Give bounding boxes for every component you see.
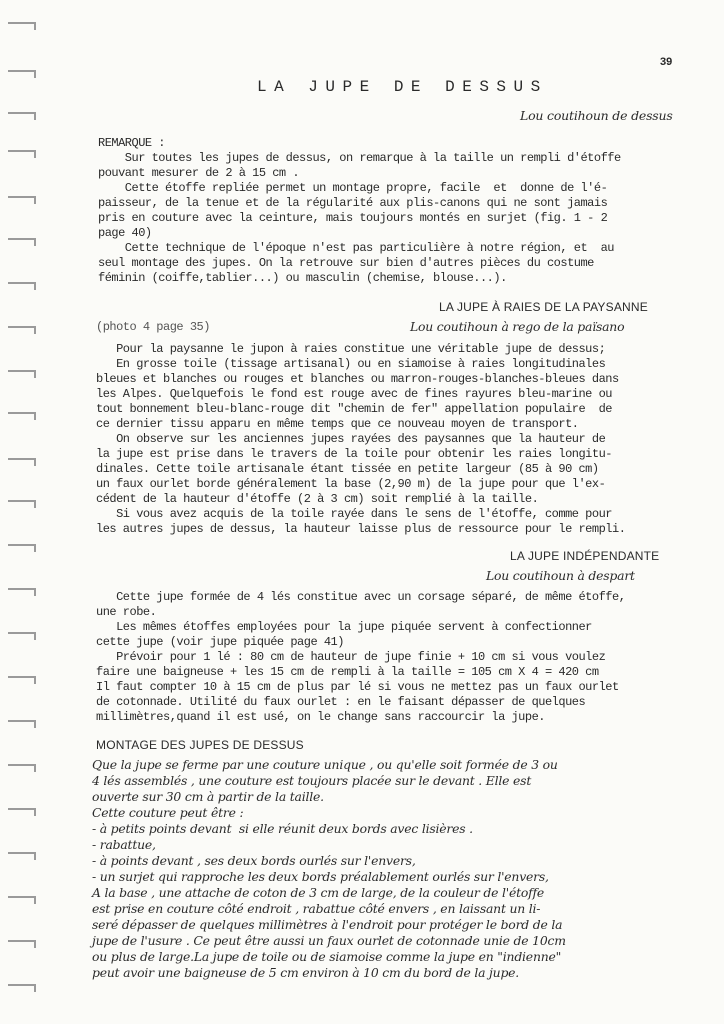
- text-line: Prévoir pour 1 lé : 80 cm de hauteur de jupe finie + 10 cm si vous voulez: [96, 650, 606, 664]
- binder-mark: [8, 412, 36, 420]
- text-line: de cotonnade. Utilité du faux ourlet : en le faisant dépasser de quelques: [96, 695, 586, 709]
- handwritten-line: - à points devant , ses deux bords ourlés sur l'envers,: [92, 853, 416, 868]
- binder-mark: [8, 70, 36, 78]
- handwritten-line: jupe de l'usure . Ce peut être aussi un faux ourlet de cotonnade unie de 10cm: [92, 933, 566, 948]
- text-line: les autres jupes de dessus, la hauteur laisse plus de ressource pour le rempli.: [96, 522, 626, 536]
- binder-mark: [8, 238, 36, 246]
- text-line: tout bonnement bleu-blanc-rouge dit "chemin de fer" appellation populaire de: [96, 402, 612, 416]
- text-line: cédent de la hauteur d'étoffe (2 à 3 cm) soit remplié à la taille.: [96, 492, 539, 506]
- handwritten-line: seré dépasser de quelques millimètres à l'endroit pour protéger le bord de la: [92, 917, 563, 932]
- photo-reference: (photo 4 page 35): [96, 320, 210, 334]
- section-title-raies: LA JUPE À RAIES DE LA PAYSANNE: [439, 300, 648, 314]
- text-line: faire une baigneuse + les 15 cm de rempli à la taille = 105 cm X 4 = 420 cm: [96, 665, 599, 679]
- handwritten-line: 4 lés assemblés , une couture est toujours placée sur le devant . Elle est: [92, 773, 532, 788]
- text-line: pouvant mesurer de 2 à 15 cm .: [98, 166, 300, 180]
- page-subtitle: Lou coutihoun de dessus: [520, 108, 673, 123]
- text-line: Les mêmes étoffes employées pour la jupe piquée servent à confectionner: [96, 620, 592, 634]
- text-line: la jupe est prise dans le travers de la toile pour obtenir les raies longitu-: [96, 447, 612, 461]
- binder-mark: [8, 720, 36, 728]
- binder-hole-marks: [0, 0, 40, 1024]
- remarque-body: [98, 151, 621, 286]
- handwritten-line: ou plus de large.La jupe de toile ou de siamoise comme la jupe en "indienne": [92, 949, 562, 964]
- raies-body: [96, 342, 625, 537]
- handwritten-line: - un surjet qui rapproche les deux bords préalablement ourlés sur l'envers,: [92, 869, 549, 884]
- handwritten-line: Que la jupe se ferme par une couture unique , ou qu'elle soit formée de 3 ou: [92, 757, 558, 772]
- binder-mark: [8, 940, 36, 948]
- handwritten-line: - rabattue,: [92, 837, 156, 852]
- independante-body: [96, 590, 625, 725]
- binder-mark: [8, 458, 36, 466]
- binder-mark: [8, 676, 36, 684]
- section-subtitle-raies: Lou coutihoun à rego de la païsano: [410, 319, 625, 334]
- section-subtitle-independante: Lou coutihoun à despart: [486, 568, 635, 583]
- binder-mark: [8, 632, 36, 640]
- remarque-heading: REMARQUE :: [98, 136, 166, 150]
- binder-mark: [8, 764, 36, 772]
- handwritten-line: Cette couture peut être :: [92, 805, 244, 820]
- binder-mark: [8, 370, 36, 378]
- binder-mark: [8, 22, 36, 30]
- text-line: paisseur, de la tenue et de la régularité aux plis-canons qui ne sont jamais: [98, 196, 608, 210]
- text-line: bleues et blanches ou rouges et blanches ou marron-rouges-blanches-bleues dans: [96, 372, 619, 386]
- binder-mark: [8, 112, 36, 120]
- binder-mark: [8, 500, 36, 508]
- binder-mark: [8, 282, 36, 290]
- text-line: seul montage des jupes. On la retrouve sur bien d'autres pièces du costume: [98, 256, 594, 270]
- text-line: Sur toutes les jupes de dessus, on remarque à la taille un rempli d'étoffe: [98, 151, 621, 165]
- handwritten-line: peut avoir une baigneuse de 5 cm environ à 10 cm du bord de la jupe.: [92, 965, 520, 980]
- text-line: les Alpes. Quelquefois le fond est rouge avec de fines rayures bleu-marine ou: [96, 387, 612, 401]
- text-line: page 40): [98, 226, 152, 240]
- text-line: Cette technique de l'époque n'est pas particulière à notre région, et au: [98, 241, 614, 255]
- montage-body: [92, 757, 566, 981]
- handwritten-line: ouverte sur 30 cm à partir de la taille.: [92, 789, 324, 804]
- handwritten-line: A la base , une attache de coton de 3 cm de large, de la couleur de l'étoffe: [92, 885, 545, 900]
- binder-mark: [8, 196, 36, 204]
- text-line: féminin (coiffe,tablier...) ou masculin (chemise, blouse...).: [98, 271, 507, 285]
- binder-mark: [8, 896, 36, 904]
- text-line: Pour la paysanne le jupon à raies constitue une véritable jupe de dessus;: [96, 342, 606, 356]
- handwritten-line: - à petits points devant si elle réunit deux bords avec lisières .: [92, 821, 473, 836]
- binder-mark: [8, 326, 36, 334]
- text-line: On observe sur les anciennes jupes rayées des paysannes que la hauteur de: [96, 432, 606, 446]
- text-line: une robe.: [96, 605, 157, 619]
- text-line: Cette étoffe repliée permet un montage propre, facile et donne de l'é-: [98, 181, 608, 195]
- binder-mark: [8, 808, 36, 816]
- text-line: millimètres,quand il est usé, on le change sans raccourcir la jupe.: [96, 710, 545, 724]
- text-line: cette jupe (voir jupe piquée page 41): [96, 635, 344, 649]
- text-line: pris en couture avec la ceinture, mais toujours montés en surjet (fig. 1 - 2: [98, 211, 608, 225]
- page-title: LA JUPE DE DESSUS: [257, 78, 548, 96]
- binder-mark: [8, 544, 36, 552]
- binder-mark: [8, 150, 36, 158]
- page-number: 39: [659, 57, 672, 69]
- handwritten-line: est prise en couture côté endroit , rabattue côté envers , en laissant un li-: [92, 901, 541, 916]
- section-title-independante: LA JUPE INDÉPENDANTE: [510, 549, 660, 563]
- section-title-montage: MONTAGE DES JUPES DE DESSUS: [96, 738, 304, 752]
- text-line: Cette jupe formée de 4 lés constitue avec un corsage séparé, de même étoffe,: [96, 590, 626, 604]
- text-line: Si vous avez acquis de la toile rayée dans le sens de l'étoffe, comme pour: [96, 507, 612, 521]
- binder-mark: [8, 984, 36, 992]
- text-line: ce dernier tissu apparu en même temps que ce nouveau moyen de transport.: [96, 417, 579, 431]
- text-line: un faux ourlet borde généralement la base (2,90 m) de la jupe pour que l'ex-: [96, 477, 606, 491]
- binder-mark: [8, 852, 36, 860]
- text-line: dinales. Cette toile artisanale étant tissée en petite largeur (85 à 90 cm): [96, 462, 599, 476]
- binder-mark: [8, 588, 36, 596]
- text-line: En grosse toile (tissage artisanal) ou en siamoise à raies longitudinales: [96, 357, 606, 371]
- text-line: Il faut compter 10 à 15 cm de plus par lé si vous ne mettez pas un faux ourlet: [96, 680, 619, 694]
